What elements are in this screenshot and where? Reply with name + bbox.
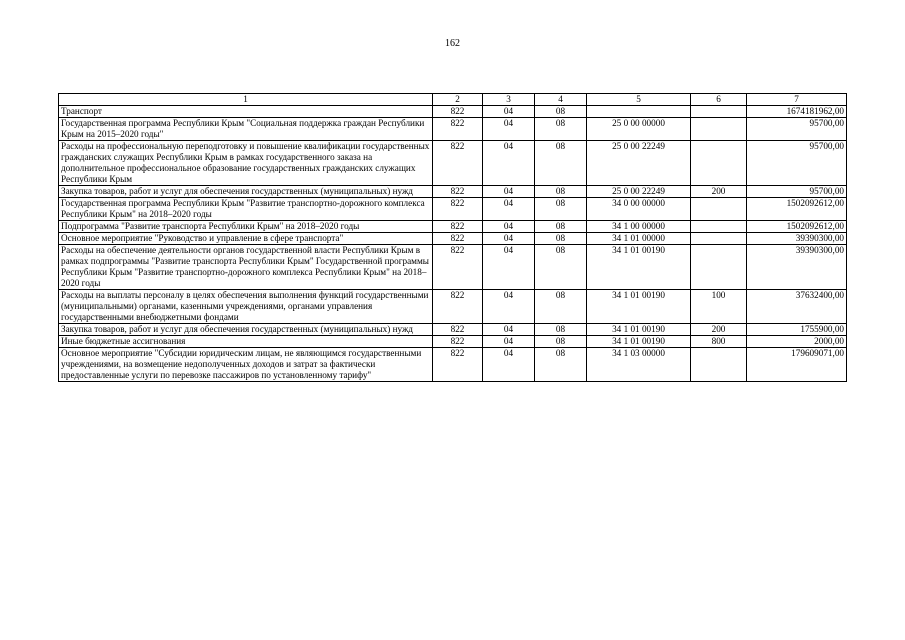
- row-subsection: 08: [535, 118, 587, 141]
- column-header: 2: [433, 94, 483, 106]
- row-target-article: 34 1 01 00190: [587, 324, 691, 336]
- row-code: 822: [433, 290, 483, 324]
- table-row: [59, 348, 847, 382]
- row-amount: 37632400,00: [747, 290, 847, 324]
- row-code: 822: [433, 336, 483, 348]
- row-code: 822: [433, 106, 483, 118]
- row-target-article: 34 1 01 00000: [587, 233, 691, 245]
- column-header: 6: [691, 94, 747, 106]
- row-name: Государственная программа Республики Крым "Развитие транспортно-дорожного комплекса Республики Крым" на 2018–2020 годы: [59, 198, 433, 221]
- row-section: 04: [483, 324, 535, 336]
- row-code: 822: [433, 141, 483, 186]
- row-amount: 39390300,00: [747, 233, 847, 245]
- row-expense-type: 200: [691, 186, 747, 198]
- row-expense-type: 800: [691, 336, 747, 348]
- row-target-article: [587, 106, 691, 118]
- row-code: 822: [433, 186, 483, 198]
- row-expense-type: [691, 141, 747, 186]
- table-row: [59, 233, 847, 245]
- row-name: Расходы на обеспечение деятельности органов государственной власти Республики Крым в рамках подпрограммы "Развитие транспорта Республики Крым" Государственной программы Республики Крым "Развитие транспортно-дорожного комплекса Республики Крым" на 2018–2020 годы: [59, 245, 433, 290]
- row-amount: 95700,00: [747, 118, 847, 141]
- row-subsection: 08: [535, 106, 587, 118]
- row-expense-type: [691, 233, 747, 245]
- row-code: 822: [433, 245, 483, 290]
- row-subsection: 08: [535, 186, 587, 198]
- row-subsection: 08: [535, 141, 587, 186]
- row-section: 04: [483, 106, 535, 118]
- row-subsection: 08: [535, 221, 587, 233]
- row-name: Государственная программа Республики Крым "Социальная поддержка граждан Республики Крым на 2015–2020 годы": [59, 118, 433, 141]
- row-expense-type: [691, 245, 747, 290]
- row-amount: 1502092612,00: [747, 221, 847, 233]
- row-amount: 2000,00: [747, 336, 847, 348]
- row-subsection: 08: [535, 336, 587, 348]
- row-code: 822: [433, 348, 483, 382]
- row-code: 822: [433, 233, 483, 245]
- row-amount: 95700,00: [747, 141, 847, 186]
- row-subsection: 08: [535, 290, 587, 324]
- row-expense-type: [691, 198, 747, 221]
- row-target-article: 34 1 00 00000: [587, 221, 691, 233]
- row-amount: 1674181962,00: [747, 106, 847, 118]
- row-section: 04: [483, 186, 535, 198]
- row-target-article: 34 1 01 00190: [587, 336, 691, 348]
- table-row: [59, 290, 847, 324]
- row-target-article: 34 1 01 00190: [587, 245, 691, 290]
- row-target-article: 25 0 00 22249: [587, 186, 691, 198]
- row-subsection: 08: [535, 324, 587, 336]
- row-code: 822: [433, 324, 483, 336]
- column-header: 7: [747, 94, 847, 106]
- row-section: 04: [483, 290, 535, 324]
- row-section: 04: [483, 118, 535, 141]
- row-name: Закупка товаров, работ и услуг для обеспечения государственных (муниципальных) нужд: [59, 186, 433, 198]
- row-code: 822: [433, 198, 483, 221]
- row-code: 822: [433, 118, 483, 141]
- row-name: Закупка товаров, работ и услуг для обеспечения государственных (муниципальных) нужд: [59, 324, 433, 336]
- table-row: [59, 118, 847, 141]
- table-row: [59, 198, 847, 221]
- row-section: 04: [483, 221, 535, 233]
- row-section: 04: [483, 198, 535, 221]
- row-name: Расходы на профессиональную переподготовку и повышение квалификации государственных гражданских служащих Республики Крым в рамках государственного заказа на дополнительное профессиональное образование государственных гражданских служащих Республики Крым: [59, 141, 433, 186]
- row-target-article: 25 0 00 22249: [587, 141, 691, 186]
- row-name: Основное мероприятие "Субсидии юридическим лицам, не являющимся государственными учреждениями, на возмещение недополученных доходов и затрат за фактически предоставленные услуги по перевозке пассажиров по установленному тарифу": [59, 348, 433, 382]
- row-section: 04: [483, 233, 535, 245]
- column-header: 1: [59, 94, 433, 106]
- row-target-article: 34 0 00 00000: [587, 198, 691, 221]
- row-target-article: 34 1 03 00000: [587, 348, 691, 382]
- row-expense-type: [691, 106, 747, 118]
- row-expense-type: [691, 118, 747, 141]
- row-amount: 179609071,00: [747, 348, 847, 382]
- table-row: [59, 336, 847, 348]
- row-expense-type: 100: [691, 290, 747, 324]
- column-header: 3: [483, 94, 535, 106]
- table-row: [59, 141, 847, 186]
- row-name: Транспорт: [59, 106, 433, 118]
- row-subsection: 08: [535, 348, 587, 382]
- row-subsection: 08: [535, 198, 587, 221]
- row-expense-type: [691, 348, 747, 382]
- budget-table: [58, 93, 847, 382]
- table-header-row: [59, 94, 847, 106]
- row-amount: 1755900,00: [747, 324, 847, 336]
- row-section: 04: [483, 141, 535, 186]
- table-row: [59, 324, 847, 336]
- table-row: [59, 106, 847, 118]
- row-name: Основное мероприятие "Руководство и управление в сфере транспорта": [59, 233, 433, 245]
- table-row: [59, 245, 847, 290]
- row-amount: 95700,00: [747, 186, 847, 198]
- row-section: 04: [483, 348, 535, 382]
- page-number: 162: [445, 38, 460, 49]
- row-target-article: 25 0 00 00000: [587, 118, 691, 141]
- row-code: 822: [433, 221, 483, 233]
- table-row: [59, 221, 847, 233]
- row-expense-type: [691, 221, 747, 233]
- column-header: 4: [535, 94, 587, 106]
- row-section: 04: [483, 245, 535, 290]
- row-subsection: 08: [535, 233, 587, 245]
- row-name: Подпрограмма "Развитие транспорта Республики Крым" на 2018–2020 годы: [59, 221, 433, 233]
- row-name: Расходы на выплаты персоналу в целях обеспечения выполнения функций государственными (муниципальными) органами, казенными учреждениями, органами управления государственными внебюджетными фондами: [59, 290, 433, 324]
- row-target-article: 34 1 01 00190: [587, 290, 691, 324]
- row-section: 04: [483, 336, 535, 348]
- row-expense-type: 200: [691, 324, 747, 336]
- row-amount: 39390300,00: [747, 245, 847, 290]
- row-amount: 1502092612,00: [747, 198, 847, 221]
- row-subsection: 08: [535, 245, 587, 290]
- table-row: [59, 186, 847, 198]
- row-name: Иные бюджетные ассигнования: [59, 336, 433, 348]
- column-header: 5: [587, 94, 691, 106]
